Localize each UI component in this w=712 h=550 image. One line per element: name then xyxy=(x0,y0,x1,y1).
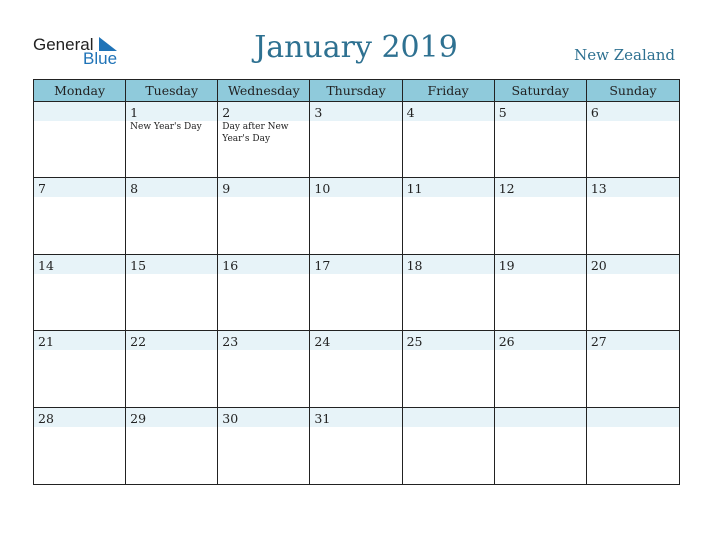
day-number: 17 xyxy=(314,257,331,273)
day-cell xyxy=(403,102,495,178)
day-cell xyxy=(587,255,679,331)
day-header-strip xyxy=(126,178,217,197)
day-cell xyxy=(218,178,310,254)
day-number: 21 xyxy=(38,334,54,350)
day-cell xyxy=(310,178,402,254)
day-cell xyxy=(218,408,310,484)
day-cell xyxy=(403,255,495,331)
day-number: 16 xyxy=(222,257,239,273)
day-header-strip xyxy=(126,102,217,121)
day-number: 13 xyxy=(590,181,607,197)
country-label: New Zealand xyxy=(574,46,675,64)
day-number: 12 xyxy=(498,181,515,197)
day-cell xyxy=(310,102,402,178)
day-cell xyxy=(126,255,218,331)
day-cell xyxy=(587,331,679,407)
day-cell xyxy=(310,408,402,484)
brand-name-general: General xyxy=(33,35,94,54)
day-cell xyxy=(126,408,218,484)
day-number: 8 xyxy=(130,181,139,197)
day-number: 26 xyxy=(498,334,515,350)
day-cell xyxy=(495,408,587,484)
weekday-header: Thursday xyxy=(310,80,402,102)
day-header-strip xyxy=(34,178,125,197)
day-number: 30 xyxy=(222,410,239,426)
day-cell xyxy=(495,255,587,331)
day-number: 9 xyxy=(222,181,231,197)
day-header-strip xyxy=(218,178,309,197)
day-header-strip xyxy=(403,408,494,427)
day-number: 25 xyxy=(406,334,423,350)
day-header-strip xyxy=(495,102,586,121)
holiday-label: New Year's Day xyxy=(130,122,202,132)
day-cell xyxy=(34,178,126,254)
weekday-header: Wednesday xyxy=(218,80,310,102)
day-number: 4 xyxy=(406,105,415,120)
day-cell xyxy=(403,331,495,407)
day-cell xyxy=(218,331,310,407)
day-cell xyxy=(34,255,126,331)
day-number: 20 xyxy=(590,257,607,273)
day-number: 23 xyxy=(222,334,239,350)
calendar-title: January 2019 xyxy=(254,30,458,65)
holiday-label: Day after New Year's Day xyxy=(222,122,289,144)
day-number: 15 xyxy=(130,257,147,273)
weekday-header: Saturday xyxy=(495,80,587,102)
day-number: 27 xyxy=(590,334,607,350)
day-number: 28 xyxy=(38,410,54,426)
day-number: 31 xyxy=(314,410,331,426)
day-cell xyxy=(587,408,679,484)
day-number: 2 xyxy=(222,105,231,120)
calendar-grid xyxy=(33,79,680,485)
day-header-strip xyxy=(587,102,679,121)
day-number: 29 xyxy=(130,410,147,426)
day-number: 19 xyxy=(498,257,515,273)
day-number: 5 xyxy=(498,105,507,120)
day-cell xyxy=(126,178,218,254)
weekday-header: Friday xyxy=(403,80,495,102)
day-cell xyxy=(495,178,587,254)
day-cell xyxy=(310,331,402,407)
day-cell xyxy=(34,102,126,178)
day-cell xyxy=(587,102,679,178)
weekday-header: Tuesday xyxy=(126,80,218,102)
day-number: 22 xyxy=(130,334,147,350)
day-number: 3 xyxy=(314,105,323,120)
day-cell xyxy=(495,102,587,178)
day-header-strip xyxy=(310,102,401,121)
day-header-strip xyxy=(34,102,125,121)
day-cell xyxy=(403,408,495,484)
day-cell xyxy=(495,331,587,407)
day-cell xyxy=(403,178,495,254)
day-cell xyxy=(587,178,679,254)
day-header-strip xyxy=(218,102,309,121)
brand-name-blue: Blue xyxy=(83,49,118,68)
day-cell xyxy=(34,408,126,484)
day-number: 11 xyxy=(406,181,423,197)
day-number: 18 xyxy=(406,257,423,273)
weekday-header: Sunday xyxy=(587,80,679,102)
day-number: 24 xyxy=(314,334,331,350)
day-cell xyxy=(34,331,126,407)
day-header-strip xyxy=(403,102,494,121)
weekday-header: Monday xyxy=(34,80,126,102)
day-cell xyxy=(218,255,310,331)
day-header-strip xyxy=(495,408,586,427)
day-number: 10 xyxy=(314,181,331,197)
day-cell xyxy=(218,102,310,178)
day-number: 1 xyxy=(130,105,139,120)
day-cell xyxy=(126,331,218,407)
day-cell xyxy=(126,102,218,178)
day-number: 7 xyxy=(38,181,46,197)
day-number: 14 xyxy=(38,257,54,273)
day-header-strip xyxy=(587,408,679,427)
day-number: 6 xyxy=(590,105,599,120)
day-cell xyxy=(310,255,402,331)
